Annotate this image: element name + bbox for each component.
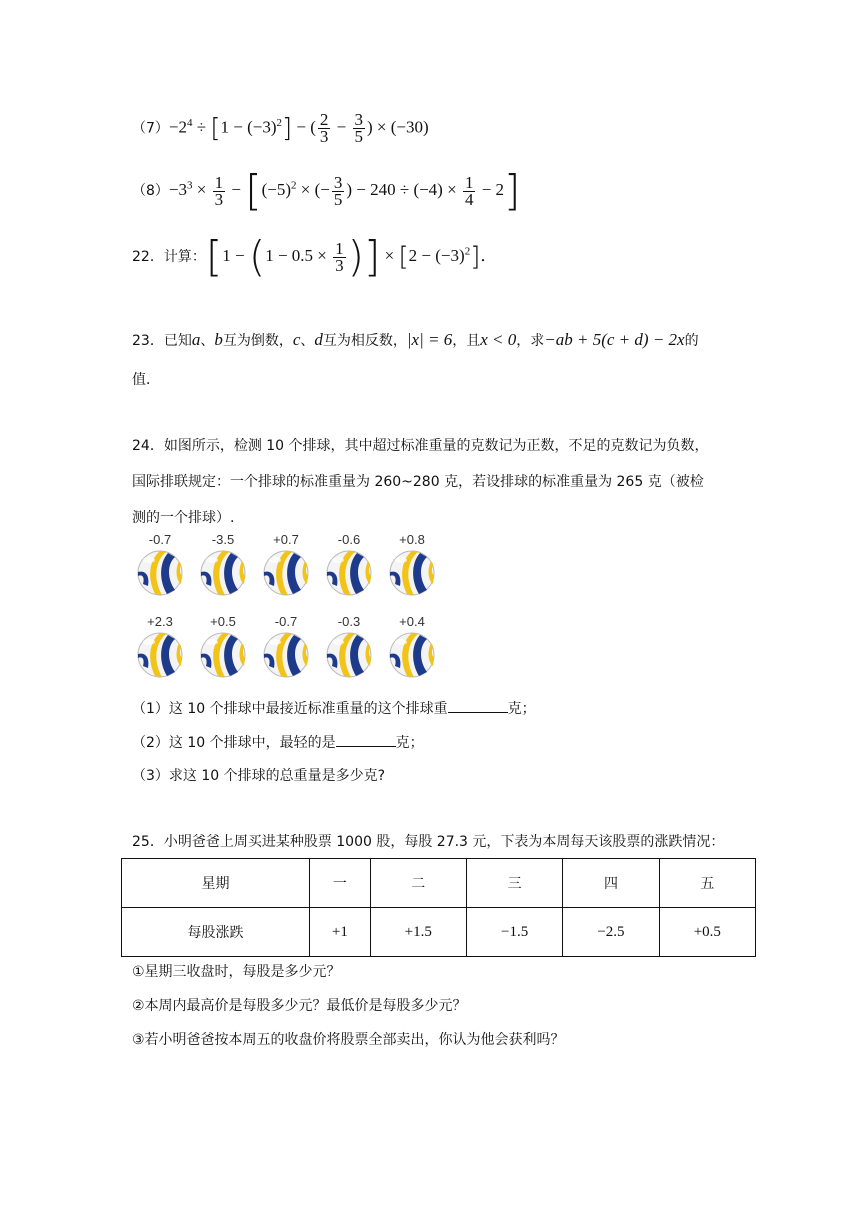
- problem-label: （7）: [132, 120, 169, 137]
- problem-22: [132, 232, 498, 281]
- expr: − (: [292, 117, 316, 137]
- expr: 1 −: [222, 245, 249, 265]
- volleyball-item: [195, 614, 251, 684]
- left-bracket: [: [205, 232, 223, 281]
- right-bracket: ]: [364, 232, 381, 281]
- var: c: [292, 330, 301, 349]
- problem-21-8: [132, 166, 521, 215]
- expr: ÷: [192, 117, 211, 137]
- volleyball-label: -3.5: [211, 532, 235, 547]
- volleyball-item: [258, 614, 314, 684]
- left-bracket: [: [398, 242, 409, 272]
- volleyball-icon: [132, 548, 188, 602]
- table-cell: 二: [370, 859, 466, 908]
- volleyball-icon: [132, 630, 188, 684]
- volleyball-label: +0.5: [210, 614, 236, 629]
- text: （2）这 10 个排球中，最轻的是: [132, 735, 336, 751]
- volleyball-label: -0.7: [148, 532, 172, 547]
- expr: 2 −: [408, 245, 436, 265]
- table-cell: +1: [310, 908, 370, 957]
- problem-25-sub1: ①星期三收盘时，每股是多少元？: [132, 964, 341, 980]
- fraction: $\frac{3}{5}$: [333, 172, 343, 209]
- volleyball-icon: [321, 630, 377, 684]
- fraction: $\frac{2}{3}$: [319, 110, 329, 146]
- expr: 1 − (−3): [220, 117, 277, 137]
- expr: (−5): [261, 179, 292, 199]
- expr: ×: [380, 245, 399, 265]
- fraction: $\frac{1}{3}$: [335, 238, 344, 275]
- var: a: [191, 330, 201, 349]
- expr: −: [332, 117, 351, 137]
- volleyball-label: +2.3: [147, 614, 173, 629]
- volleyball-item: [132, 532, 188, 602]
- problem-24-line3: 测的一个排球）.: [132, 510, 235, 526]
- volleyball-label: -0.6: [337, 532, 361, 547]
- expr: (−3): [435, 245, 465, 265]
- expr: −ab + 5(c + d) − 2x: [544, 330, 685, 349]
- volleyball-label: +0.7: [273, 532, 299, 547]
- text: （1）这 10 个排球中最接近标准重量的这个排球重: [132, 701, 448, 717]
- exponent: 2: [464, 245, 471, 258]
- expr: 1 − 0.5 ×: [265, 245, 332, 265]
- table-cell: −1.5: [466, 908, 562, 957]
- fraction: $\frac{1}{3}$: [214, 172, 224, 209]
- expr: − 2: [477, 179, 505, 199]
- right-bracket: ]: [504, 166, 521, 215]
- table-header-row: [122, 859, 756, 908]
- expr: −3: [168, 179, 188, 199]
- expr: ×: [192, 179, 211, 199]
- volleyball-label: +0.8: [399, 532, 425, 547]
- problem-24-line2: 国际排联规定：一个排球的标准重量为 260~280 克，若设排球的标准重量为 265 克（被检: [132, 474, 704, 490]
- text: 克；: [395, 735, 424, 751]
- table-cell: +0.5: [659, 908, 755, 957]
- problem-label: 22．计算：: [132, 248, 206, 265]
- text: ，求: [516, 333, 545, 349]
- text: 互为倒数，: [222, 333, 293, 349]
- volleyball-icon: [258, 548, 314, 602]
- table-cell: 一: [310, 859, 370, 908]
- problem-23: [132, 330, 699, 351]
- text: ，且: [452, 333, 481, 349]
- right-bracket: ]: [470, 242, 481, 272]
- problem-25-line1: 25．小明爸爸上周买进某种股票 1000 股，每股 27.3 元，下表为本周每天该股票的涨跌情况：: [132, 834, 725, 850]
- volleyball-item: [132, 614, 188, 684]
- table-row: [122, 908, 756, 957]
- volleyball-item: [195, 532, 251, 602]
- problem-24-sub3: （3）求这 10 个排球的总重量是多少克?: [132, 768, 386, 784]
- problem-24-sub1: [132, 698, 536, 719]
- text: 23．已知: [132, 333, 192, 349]
- text: 的: [684, 333, 699, 349]
- volleyball-item: [384, 614, 440, 684]
- answer-blank[interactable]: [448, 698, 508, 713]
- answer-blank[interactable]: [336, 732, 396, 747]
- volleyball-label: -0.7: [274, 614, 298, 629]
- problem-24-line1: 24．如图所示，检测 10 个排球，其中超过标准重量的克数记为正数，不足的克数记为负数，: [132, 438, 709, 454]
- volleyball-icon: [258, 630, 314, 684]
- problem-24-sub2: [132, 732, 424, 753]
- expr: ) − 240 ÷ (−4) ×: [346, 179, 461, 199]
- table-cell: 每股涨跌: [122, 908, 310, 957]
- fraction: $\frac{3}{5}$: [354, 110, 364, 146]
- var: d: [314, 330, 323, 349]
- exponent: 2: [291, 179, 297, 192]
- problem-25-sub2: ②本周内最高价是每股多少元？最低价是每股多少元？: [132, 998, 467, 1014]
- volleyball-label: +0.4: [399, 614, 425, 629]
- volleyball-item: [258, 532, 314, 602]
- problem-25-sub3: ③若小明爸爸按本周五的收盘价将股票全部卖出，你认为他会获利吗？: [132, 1032, 565, 1048]
- table-cell: 四: [563, 859, 659, 908]
- problem-21-7: [132, 112, 429, 145]
- table-cell: +1.5: [370, 908, 466, 957]
- text: 、: [200, 333, 215, 349]
- exponent: 3: [187, 179, 193, 192]
- volleyball-item: [321, 532, 377, 602]
- stock-table: [121, 858, 756, 957]
- expr: −: [227, 179, 246, 199]
- volleyball-label: -0.3: [337, 614, 361, 629]
- expr: ) × (−30): [367, 117, 429, 137]
- exponent: 2: [276, 116, 283, 129]
- volleyball-icon: [195, 548, 251, 602]
- text: 、: [300, 333, 315, 349]
- problem-23-line2: 值．: [132, 372, 160, 388]
- var: b: [214, 330, 223, 349]
- expr: ．: [480, 245, 498, 265]
- volleyball-icon: [384, 548, 440, 602]
- volleyball-item: [321, 614, 377, 684]
- left-paren: (: [248, 232, 266, 281]
- left-bracket: [: [245, 166, 262, 215]
- table-cell: 星期: [122, 859, 310, 908]
- exponent: 4: [187, 116, 193, 129]
- expr: x < 0: [480, 330, 517, 349]
- table-cell: −2.5: [563, 908, 659, 957]
- volleyball-icon: [384, 630, 440, 684]
- fraction: $\frac{1}{4}$: [464, 172, 474, 209]
- right-bracket: ]: [282, 113, 293, 144]
- problem-label: （8）: [132, 182, 169, 199]
- expr: × (−: [296, 179, 330, 199]
- volleyball-icon: [321, 548, 377, 602]
- expr: −2: [168, 117, 188, 137]
- volleyball-item: [384, 532, 440, 602]
- expr: |x| = 6: [406, 330, 453, 349]
- volleyball-icon: [195, 630, 251, 684]
- right-paren: ): [347, 232, 365, 281]
- table-cell: 三: [466, 859, 562, 908]
- text: 克；: [507, 701, 536, 717]
- table-cell: 五: [659, 859, 755, 908]
- text: 互为相反数，: [322, 333, 407, 349]
- left-bracket: [: [210, 113, 221, 144]
